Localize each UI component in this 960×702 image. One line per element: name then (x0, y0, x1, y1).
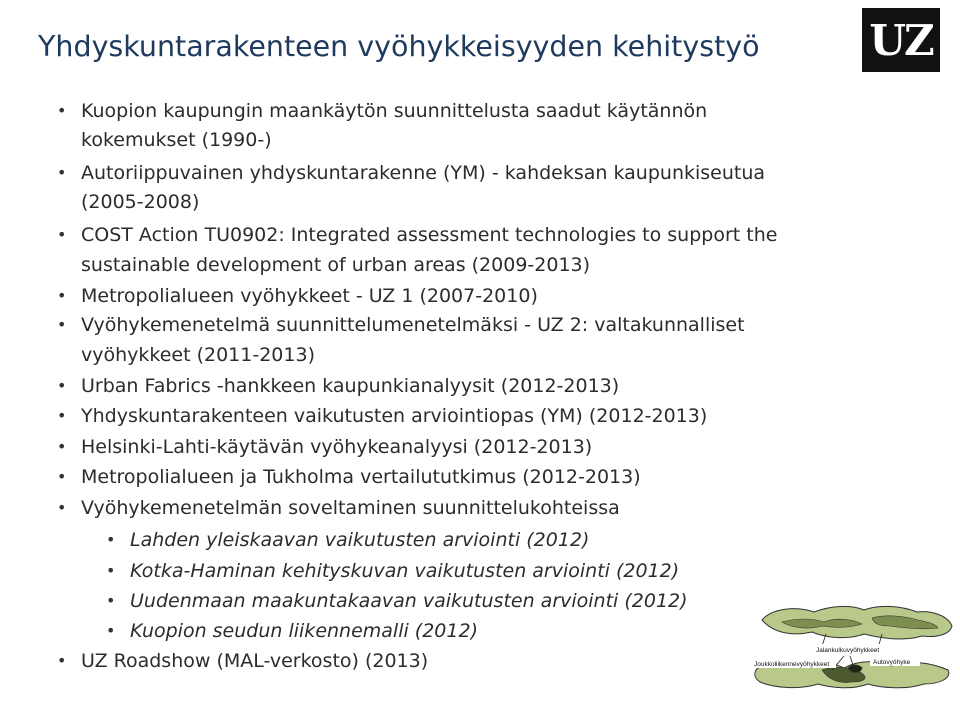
bullet-icon: • (106, 530, 116, 549)
sub-list-item (106, 560, 680, 582)
list-item-text: Urban Fabrics -hankkeen kaupunkianalyysit (2012-2013) (81, 375, 620, 397)
list-item-text: Vyöhykemenetelmä suunnittelumenetelmäksi - UZ 2: valtakunnalliset (81, 314, 745, 336)
bullet-icon: • (106, 621, 116, 640)
list-item (57, 224, 778, 246)
list-item (57, 650, 429, 672)
list-item (57, 375, 620, 397)
list-item-text: Metropolialueen ja Tukholma vertailututkimus (2012-2013) (81, 466, 641, 488)
list-item-text: sustainable development of urban areas (2009-2013) (81, 254, 591, 276)
bullet-icon: • (57, 101, 67, 120)
list-item (57, 405, 708, 427)
list-item (57, 285, 538, 307)
list-item-text: kokemukset (1990-) (81, 129, 272, 151)
bullet-icon: • (57, 376, 67, 395)
uz-logo-text: UZ (869, 15, 933, 65)
bullet-icon: • (57, 498, 67, 517)
sub-list-item (106, 620, 478, 642)
label-walk-zone: Jalankulkuvyöhykkeet (816, 647, 880, 654)
list-item-text: Yhdyskuntarakenteen vaikutusten arviointiopas (YM) (2012-2013) (81, 405, 708, 427)
list-item-text: Metropolialueen vyöhykkeet - UZ 1 (2007-2010) (81, 285, 538, 307)
page-title: Yhdyskuntarakenteen vyöhykkeisyyden kehitystyö (38, 30, 760, 63)
list-item-text: COST Action TU0902: Integrated assessment technologies to support the (81, 224, 778, 246)
bullet-icon: • (57, 315, 67, 334)
list-item-text: Uudenmaan maakuntakaavan vaikutusten arviointi (2012) (130, 590, 688, 612)
list-item-text: Autoriippuvainen yhdyskuntarakenne (YM) - kahdeksan kaupunkiseutua (81, 162, 766, 184)
list-item-text: Kuopion seudun liikennemalli (2012) (130, 620, 478, 642)
bullet-icon: • (57, 651, 67, 670)
bullet-icon: • (106, 591, 116, 610)
list-item (57, 162, 766, 184)
list-item-text: (2005-2008) (81, 191, 200, 213)
list-item-text: UZ Roadshow (MAL-verkosto) (2013) (81, 650, 429, 672)
bullet-icon: • (57, 225, 67, 244)
bullet-icon: • (57, 437, 67, 456)
list-item (57, 100, 708, 122)
bullet-icon: • (57, 467, 67, 486)
label-transit-zone: Joukkoliikennevyöhykkeet (754, 661, 830, 668)
list-item-text: Kotka-Haminan kehityskuvan vaikutusten arviointi (2012) (130, 560, 680, 582)
list-item (57, 314, 745, 336)
sub-list-item (106, 529, 590, 551)
list-item-continuation (81, 344, 315, 366)
list-item-continuation (81, 129, 272, 151)
list-item (57, 466, 641, 488)
zone-diagram (752, 598, 958, 698)
list-item-text: Lahden yleiskaavan vaikutusten arviointi (2012) (130, 529, 590, 551)
list-item (57, 497, 620, 519)
list-item-text: Helsinki-Lahti-käytävän vyöhykeanalyysi (2012-2013) (81, 436, 593, 458)
list-item-text: Kuopion kaupungin maankäytön suunnittelusta saadut käytännön (81, 100, 708, 122)
label-car-zone: Autovyöhyke (873, 659, 911, 666)
list-item-continuation (81, 254, 590, 276)
bullet-icon: • (106, 561, 116, 580)
bullet-icon: • (57, 286, 67, 305)
list-item (57, 436, 593, 458)
list-item-text: vyöhykkeet (2011-2013) (81, 344, 315, 366)
list-item-text: Vyöhykemenetelmän soveltaminen suunnittelukohteissa (81, 497, 620, 519)
bullet-icon: • (57, 163, 67, 182)
sub-list-item (106, 590, 688, 612)
list-item-continuation (81, 191, 199, 213)
bullet-icon: • (57, 406, 67, 425)
